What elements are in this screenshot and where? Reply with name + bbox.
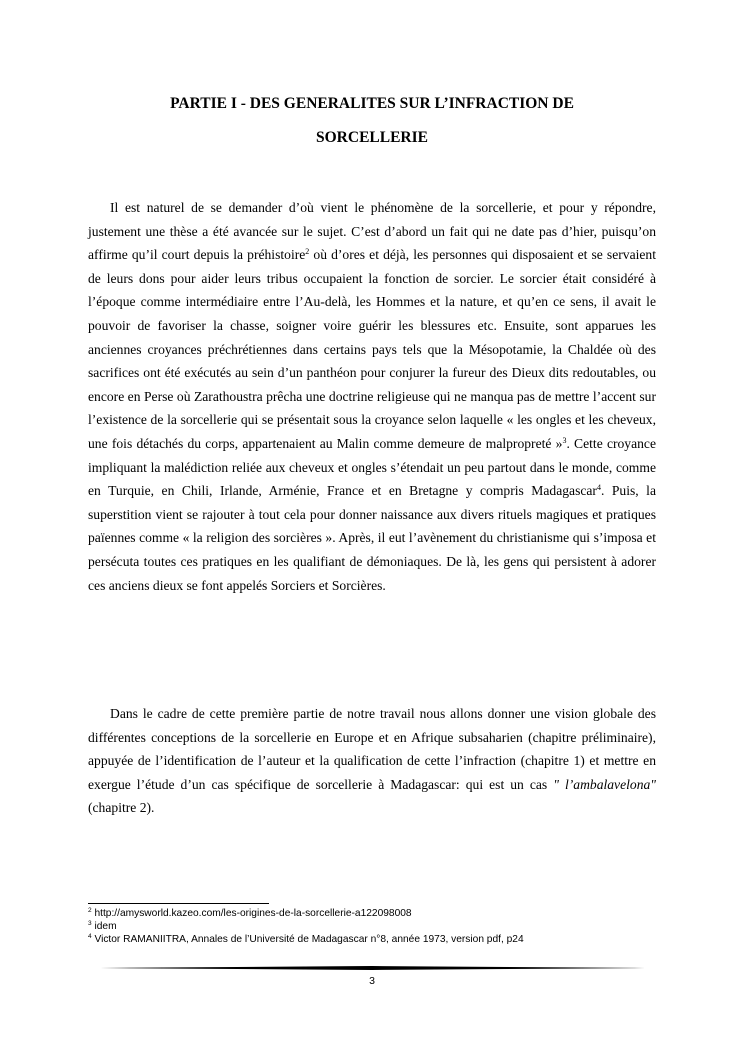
footnote-number: 3 bbox=[88, 919, 92, 927]
page-number: 3 bbox=[369, 975, 375, 987]
footnotes bbox=[88, 908, 656, 946]
footnote-ref-2[interactable]: 2 bbox=[305, 247, 310, 257]
footnote-4 bbox=[88, 934, 656, 947]
title-line-1: PARTIE I - DES GENERALITES SUR L’INFRACTION DE bbox=[170, 95, 574, 112]
footnote-link[interactable]: http://amysworld.kazeo.com/les-origines-de-la-sorcellerie-a122098008 bbox=[94, 908, 412, 919]
footnote-number: 4 bbox=[88, 932, 92, 940]
footnote-number: 2 bbox=[88, 907, 92, 914]
paragraph-2 bbox=[88, 702, 656, 820]
footnote-separator bbox=[88, 903, 269, 904]
footnote-3 bbox=[88, 921, 656, 934]
footnote-ref-4[interactable]: 4 bbox=[596, 483, 601, 493]
footnote-text: idem bbox=[94, 920, 117, 932]
footer-rule bbox=[100, 966, 645, 970]
paragraph-2-italic: " l’ambalavelona" bbox=[553, 776, 657, 792]
paragraph-1-text-d: . Puis, la superstition vient se rajouter à tout cela pour donner naissance aux divers rituels magiques et pratiques païennes comme « la religion des sorcières ». Après, il eut l’avènement du christianisme qui s’imposa et persécuta toutes ces pratiques en les qualifiant de démoniaques. De là, les gens qui persistent à adorer ces anciens dieux se font appelés Sorciers et Sorcières. bbox=[88, 483, 656, 593]
page-title bbox=[88, 87, 656, 155]
paragraph-2-text-a: Dans le cadre de cette première partie de notre travail nous allons donner une vision globale des différentes conceptions de la sorcellerie en Europe et en Afrique subsaharien (chapitre préliminaire), appuyée de l’identification de l’auteur et la qualification de cette l’infraction (chapitre 1) et mettre en exergue l’étude d’un cas spécifique de sorcellerie à Madagascar: qui est un cas bbox=[88, 706, 656, 792]
footnote-ref-3[interactable]: 3 bbox=[562, 435, 567, 445]
paragraph-1 bbox=[88, 196, 656, 597]
footnote-2 bbox=[88, 908, 656, 921]
title-line-2: SORCELLERIE bbox=[316, 129, 428, 146]
paragraph-1-text-b: où d’ores et déjà, les personnes qui disposaient et se servaient de leurs dons pour aider leurs tribus occupaient la fonction de sorcier. Le sorcier était considéré à l’époque comme intermédiaire entre l’Au-delà, les Hommes et la nature, et qu’en ce sens, il avait le pouvoir de favoriser la chasse, soigner voire guérir les blessures etc. Ensuite, sont apparues les anciennes croyances préchrétiennes dans certains pays tels que la Mésopotamie, la Chaldée où des sacrifices ont été exécutés au sein d’un panthéon pour conjurer la fureur des Dieux dits redoutables, ou encore en Perse où Zarathoustra prêcha une doctrine religieuse qui ne manqua pas de mettre l’accent sur l’existence de la sorcellerie qui se présentait sous la croyance selon laquelle « les ongles et les cheveux, une fois détachés du corps, appartenaient au Malin comme demeure de malpropreté » bbox=[88, 247, 656, 451]
paragraph-1-text-a: Il est naturel de se demander d’où vient le phénomène de la sorcellerie, et pour y répondre, justement une thèse a été avancée sur le sujet. C’est d’abord un fait qui ne date pas d’hier, puisqu’on affirme qu’il court depuis la préhistoire bbox=[88, 200, 656, 263]
paragraph-2-text-b: (chapitre 2). bbox=[88, 800, 155, 816]
footnote-text: Victor RAMANIITRA, Annales de l’Université de Madagascar n°8, année 1973, version pdf, p24 bbox=[94, 933, 524, 945]
paragraph-1-text-c: . Cette croyance impliquant la malédiction reliée aux cheveux et ongles s’étendait un peu partout dans le monde, comme en Turquie, en Chili, Irlande, Arménie, France et en Bretagne y compris Madagascar bbox=[88, 435, 657, 499]
